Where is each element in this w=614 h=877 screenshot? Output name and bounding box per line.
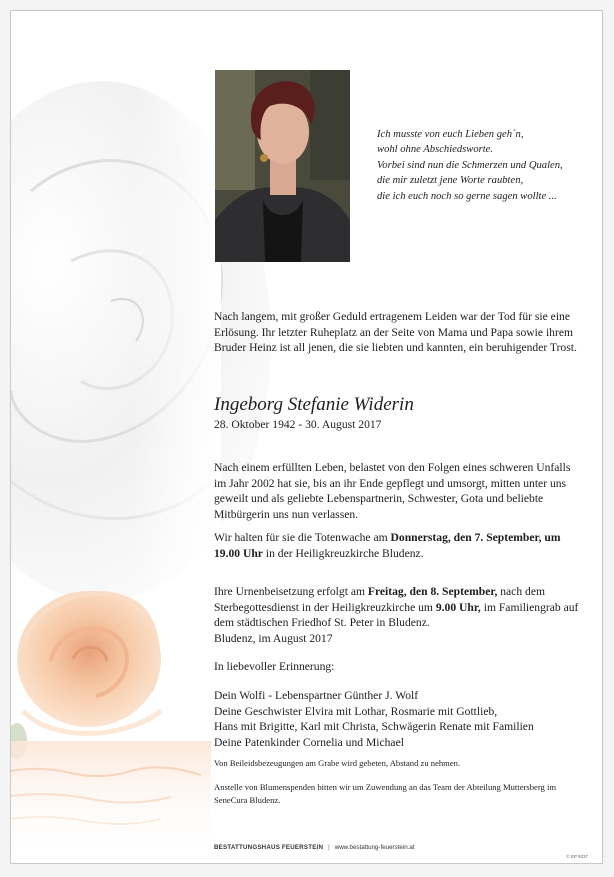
funeral-home-website[interactable]: www.bestattung-feuerstein.at [334,844,415,851]
mourner-line: Deine Geschwister Elvira mit Lothar, Rosmarie mit Gottlieb, [214,704,498,718]
portrait-photo [215,70,350,262]
remembrance-line: In liebevoller Erinnerung: [214,660,335,673]
print-code: © EP 9237 [566,854,588,859]
burial-paragraph: Ihre Urnenbeisetzung erfolgt am Freitag, den 8. September, nach dem Sterbegottesdienst in der Heiligkreuzkirche um 9.00 Uhr, im Familiengrab auf dem städtischen Friedhof St. Peter in Bludenz. [214,585,579,629]
wake-paragraph: Wir halten für sie die Totenwache am Donnerstag, den 7. September, um 19.00 Uhr in der Heiligkreuzkirche Bludenz. [214,531,561,560]
poem-line: die ich euch noch so gerne sagen wollte ... [377,190,557,202]
poem [377,127,599,204]
life-dates: 28. Oktober 1942 - 30. August 2017 [214,418,382,431]
place-date: Bludenz, im August 2017 [214,632,333,645]
life-paragraph: Nach einem erfüllten Leben, belastet von den Folgen eines schweren Unfalls im Jahr 2002 hat sie, bis an ihr Ende gepflegt und umsorgt, mitten unter uns geweilt und als geliebte Lebenspartnerin, Schwester, Gota und beliebte Mitbürgerin uns nun verlassen. [214,461,571,521]
donation-notice: Anstelle von Blumenspenden bitten wir um Zuwendung an das Team der Abteilung Muttersberg im SeneCura Bludenz. [214,782,557,805]
poem-line: Vorbei sind nun die Schmerzen und Qualen, [377,159,563,171]
intro-paragraph: Nach langem, mit großer Geduld ertragenem Leiden war der Tod für sie eine Erlösung. Ihr letzter Ruheplatz an der Seite von Mama und Papa sowie ihrem Bruder Heinz ist all jenen, die sie liebten und kannten, ein beruhigender Trost. [214,310,577,354]
poem-line: wohl ohne Abschiedsworte. [377,144,494,156]
poem-line: Ich musste von euch Lieben geh´n, [377,129,524,140]
footer-separator: | [328,844,330,851]
mourners-list [214,688,580,750]
mourner-line: Hans mit Brigitte, Karl mit Christa, Schwägerin Renate mit Familien [214,720,534,733]
mourner-line: Deine Patenkinder Cornelia und Michael [214,735,404,749]
mourner-line: Dein Wolfi - Lebenspartner Günther J. Wolf [214,689,419,702]
obituary-sheet [10,10,603,864]
poem-line: die mir zuletzt jene Worte raubten, [377,175,524,187]
condolence-notice: Von Beileidsbezeugungen am Grabe wird gebeten, Abstand zu nehmen. [214,758,461,768]
deceased-name: Ingeborg Stefanie Widerin [214,394,414,415]
footer [214,844,415,851]
funeral-home-name: BESTATTUNGSHAUS FEUERSTEIN [214,844,324,851]
